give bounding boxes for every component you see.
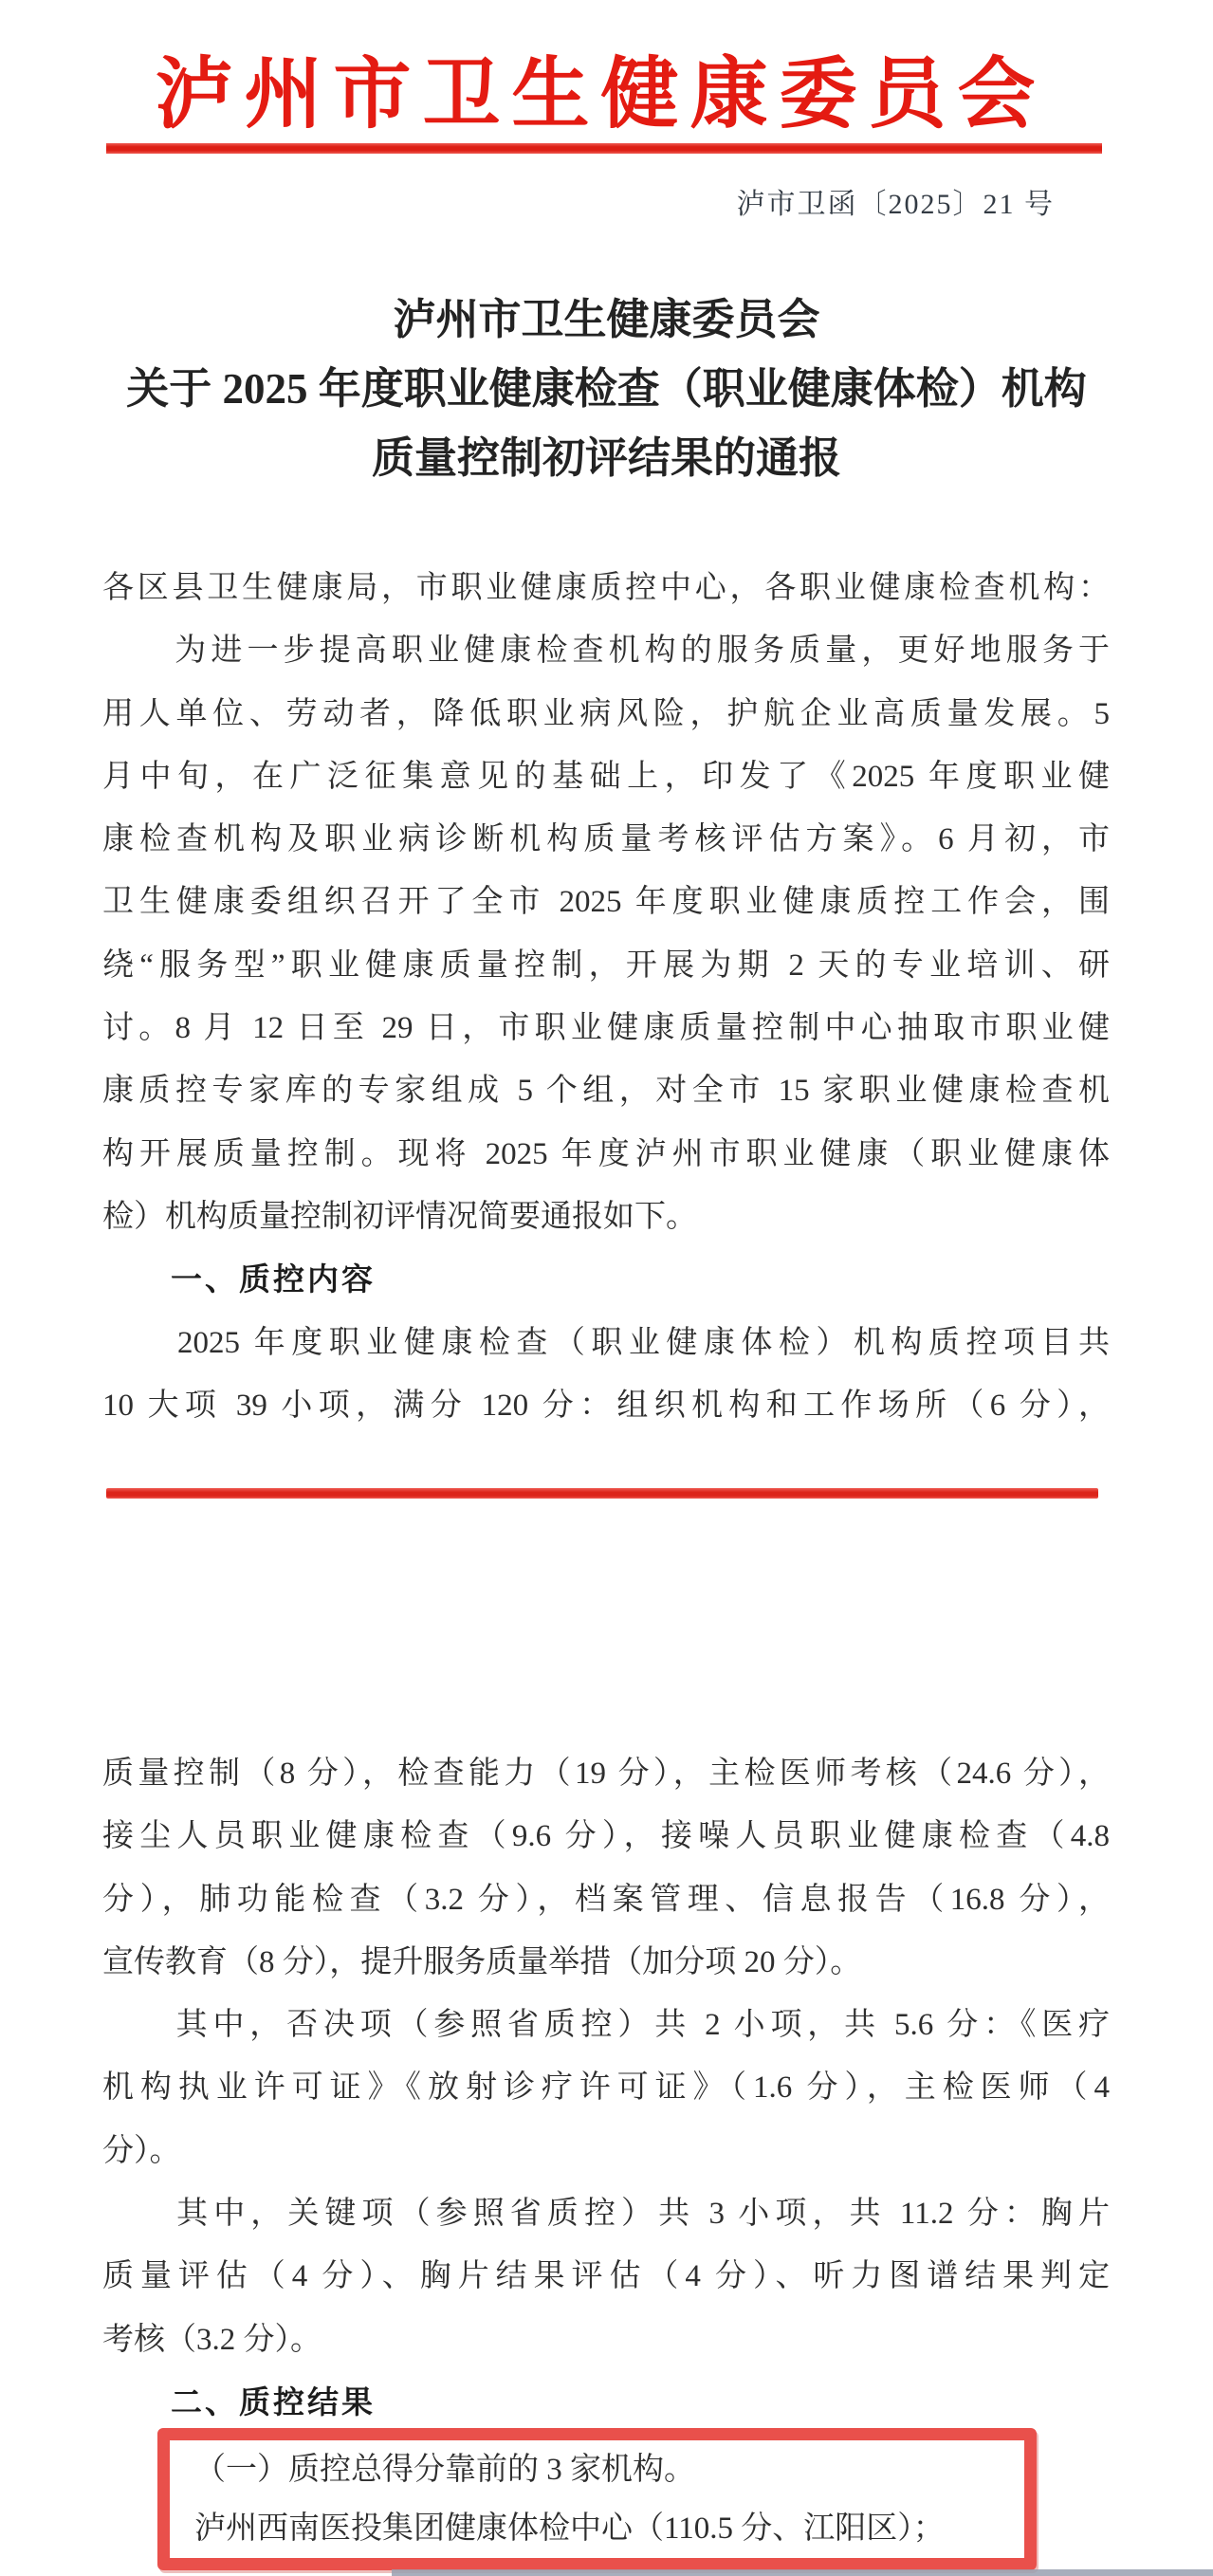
document-title	[0, 285, 1213, 493]
body-line: 机构执业许可证》《放射诊疗许可证》（1.6 分），主检医师（4	[102, 2070, 1110, 2106]
body-page-2	[102, 1742, 1110, 2434]
section-2-heading: 二、质控结果	[171, 2383, 376, 2420]
body-line: 10 大项 39 小项，满分 120 分：组织机构和工作场所（6 分），	[102, 1388, 1110, 1423]
red-highlight-box	[157, 2428, 1037, 2570]
body-line: 其中，否决项（参照省质控）共 2 小项，共 5.6 分：《医疗	[102, 2008, 1110, 2043]
body-line: 检）机构质量控制初评情况简要通报如下。	[102, 1199, 697, 1234]
body-line: 质量控制（8 分），检查能力（19 分），主检医师考核（24.6 分），	[102, 1757, 1110, 1791]
body-line: 月中旬，在广泛征集意见的基础上，印发了《2025 年度职业健	[102, 759, 1110, 794]
highlight-institution-line: 泸州西南医投集团健康体检中心（110.5 分、江阳区）；	[194, 2512, 945, 2546]
body-line: 康质控专家库的专家组成 5 个组，对全市 15 家职业健康检查机	[102, 1074, 1110, 1109]
body-line: 为进一步提高职业健康检查机构的服务质量，更好地服务于	[102, 634, 1110, 669]
title-line-1: 泸州市卫生健康委员会	[393, 296, 820, 343]
body-line: 讨。8 月 12 日至 29 日，市职业健康质量控制中心抽取市职业健	[102, 1011, 1110, 1046]
body-line: 卫生健康委组织召开了全市 2025 年度职业健康质控工作会，围	[102, 885, 1110, 920]
section-1-heading: 一、质控内容	[171, 1261, 376, 1297]
body-line: 接尘人员职业健康检查（9.6 分），接噪人员职业健康检查（4.8	[102, 1819, 1110, 1854]
letterhead-org-name: 泸州市卫生健康委员会	[155, 51, 1047, 138]
title-line-2: 关于 2025 年度职业健康检查（职业健康体检）机构	[126, 365, 1087, 413]
body-line: 绕“服务型”职业健康质量控制，开展为期 2 天的专业培训、研	[102, 948, 1110, 983]
body-line: 其中，关键项（参照省质控）共 3 小项，共 11.2 分：胸片	[102, 2197, 1110, 2232]
body-line: 用人单位、劳动者，降低职业病风险，护航企业高质量发展。5	[102, 696, 1110, 731]
salutation-line: 各区县卫生健康局，市职业健康质控中心，各职业健康检查机构：	[102, 571, 1110, 605]
body-line: 质量评估（4 分）、胸片结果评估（4 分）、听力图谱结果判定	[102, 2259, 1110, 2294]
body-line: 考核（3.2 分）。	[102, 2322, 322, 2357]
highlight-subheading: （一）质控总得分靠前的 3 家机构。	[194, 2453, 695, 2487]
letterhead-red-rule	[106, 143, 1102, 154]
body-line: 分），肺功能检查（3.2 分），档案管理、信息报告（16.8 分），	[102, 1882, 1110, 1917]
page-break-red-rule	[106, 1488, 1098, 1499]
body-line: 宣传教育（8 分），提升服务质量举措（加分项 20 分）。	[102, 1944, 862, 1979]
title-line-3: 质量控制初评结果的通报	[371, 434, 841, 482]
body-line: 构开展质量控制。现将 2025 年度泸州市职业健康（职业健康体	[102, 1136, 1110, 1171]
body-line: 2025 年度职业健康检查（职业健康体检）机构质控项目共	[102, 1325, 1110, 1360]
document-number: 泸市卫函〔2025〕21 号	[736, 189, 1055, 220]
body-line: 康检查机构及职业病诊断机构质量考核评估方案》。6 月初，市	[102, 822, 1110, 857]
body-page-1	[102, 557, 1110, 1437]
body-line: 分）。	[102, 2133, 181, 2168]
bottom-edge-band	[392, 2569, 1213, 2576]
